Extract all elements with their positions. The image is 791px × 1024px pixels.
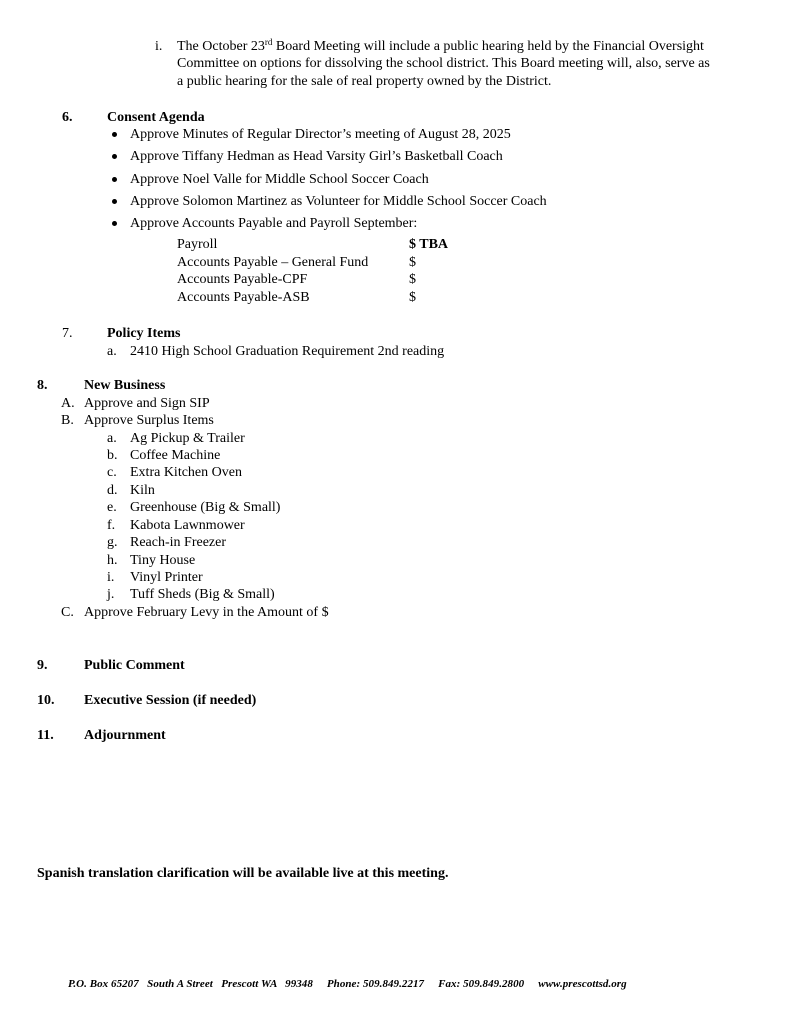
item-marker: C. [61,605,74,620]
table-row [177,271,307,288]
payable-label: Accounts Payable-CPF [177,272,308,287]
list-item [110,193,547,215]
item-marker: A. [61,396,75,411]
item-marker: c. [107,465,117,480]
ordinal-suffix: rd [264,37,273,47]
item-text: Approve and Sign SIP [84,396,210,411]
subitem-text-line2: Committee on options for dissolving the school district. This Board meeting will, also, serve as [177,56,710,72]
table-row [177,236,217,253]
item-text: Tiny House [130,553,196,568]
subitem-marker: i. [155,39,163,54]
payable-value: $ [409,290,416,305]
section-number: 11. [37,728,54,743]
payable-label: Accounts Payable – General Fund [177,255,369,270]
item-marker: i. [107,570,115,585]
section-number: 9. [37,658,48,673]
item-text: Kiln [130,483,155,498]
list-item [110,126,547,148]
list-item-text: Approve Solomon Martinez as Volunteer for Middle School Soccer Coach [130,193,547,209]
item-text: Ag Pickup & Trailer [130,431,245,446]
item-marker: B. [61,413,74,428]
list-item-text: Approve Minutes of Regular Director’s meeting of August 28, 2025 [130,127,511,142]
payable-label: Payroll [177,237,218,252]
subitem-text-line3: a public hearing for the sale of real property owned by the District. [177,73,552,89]
bullet-icon [112,132,117,137]
table-row [177,254,368,271]
item-marker: j. [107,587,115,602]
section-number: 8. [37,378,48,393]
item-text: Extra Kitchen Oven [130,465,242,480]
item-text: Approve February Levy in the Amount of $ [84,605,329,620]
item-text: Greenhouse (Big & Small) [130,500,281,515]
payable-value: $ [409,255,416,270]
list-item-text: Approve Accounts Payable and Payroll September: [130,216,418,232]
item-marker: e. [107,500,117,515]
list-item-text: Approve Noel Valle for Middle School Soccer Coach [130,171,429,187]
consent-agenda-list [110,126,547,237]
subitem-text [177,38,755,90]
section-title-public-comment: Public Comment [84,658,185,673]
item-text: Coffee Machine [130,448,221,463]
table-row [177,289,310,306]
section-title-adjournment: Adjournment [84,728,166,743]
item-marker: f. [107,518,116,533]
item-text: 2410 High School Graduation Requirement 2nd reading [130,344,445,359]
bullet-icon [112,199,117,204]
item-marker: a. [107,344,117,359]
agenda-subitem-i [155,38,755,90]
item-marker: g. [107,535,118,550]
payable-label: Accounts Payable-ASB [177,290,310,305]
section-title-new-business: New Business [84,378,166,393]
page-footer: P.O. Box 65207 South A Street Prescott WA 99348 Phone: 509.849.2217 Fax: 509.849.2800 www.prescottsd.org [68,978,627,990]
bullet-icon [112,221,117,226]
list-item [110,148,547,170]
item-text: Vinyl Printer [130,570,203,585]
item-marker: b. [107,448,118,463]
section-number: 7. [62,326,73,341]
item-marker: a. [107,431,117,446]
section-title-policy-items: Policy Items [107,326,181,341]
item-marker: h. [107,553,118,568]
section-title-consent-agenda: Consent Agenda [107,110,205,125]
payable-value: $ [409,272,416,287]
bullet-icon [112,154,117,159]
list-item [110,171,547,193]
list-item-text: Approve Tiffany Hedman as Head Varsity Girl’s Basketball Coach [130,149,503,165]
item-text: Tuff Sheds (Big & Small) [130,587,275,602]
subitem-text-part2: Board Meeting will include a public hearing held by the Financial Oversight [272,39,704,54]
spanish-translation-note: Spanish translation clarification will be available live at this meeting. [37,866,449,881]
item-text: Kabota Lawnmower [130,518,245,533]
subitem-text-part1: The October 23 [177,39,265,54]
section-number: 6. [62,110,73,125]
section-number: 10. [37,693,55,708]
item-text: Approve Surplus Items [84,413,214,428]
section-title-executive-session: Executive Session (if needed) [84,693,257,708]
item-text: Reach-in Freezer [130,535,226,550]
payable-value: $ TBA [409,237,449,252]
item-marker: d. [107,483,118,498]
list-item [110,215,547,237]
bullet-icon [112,177,117,182]
